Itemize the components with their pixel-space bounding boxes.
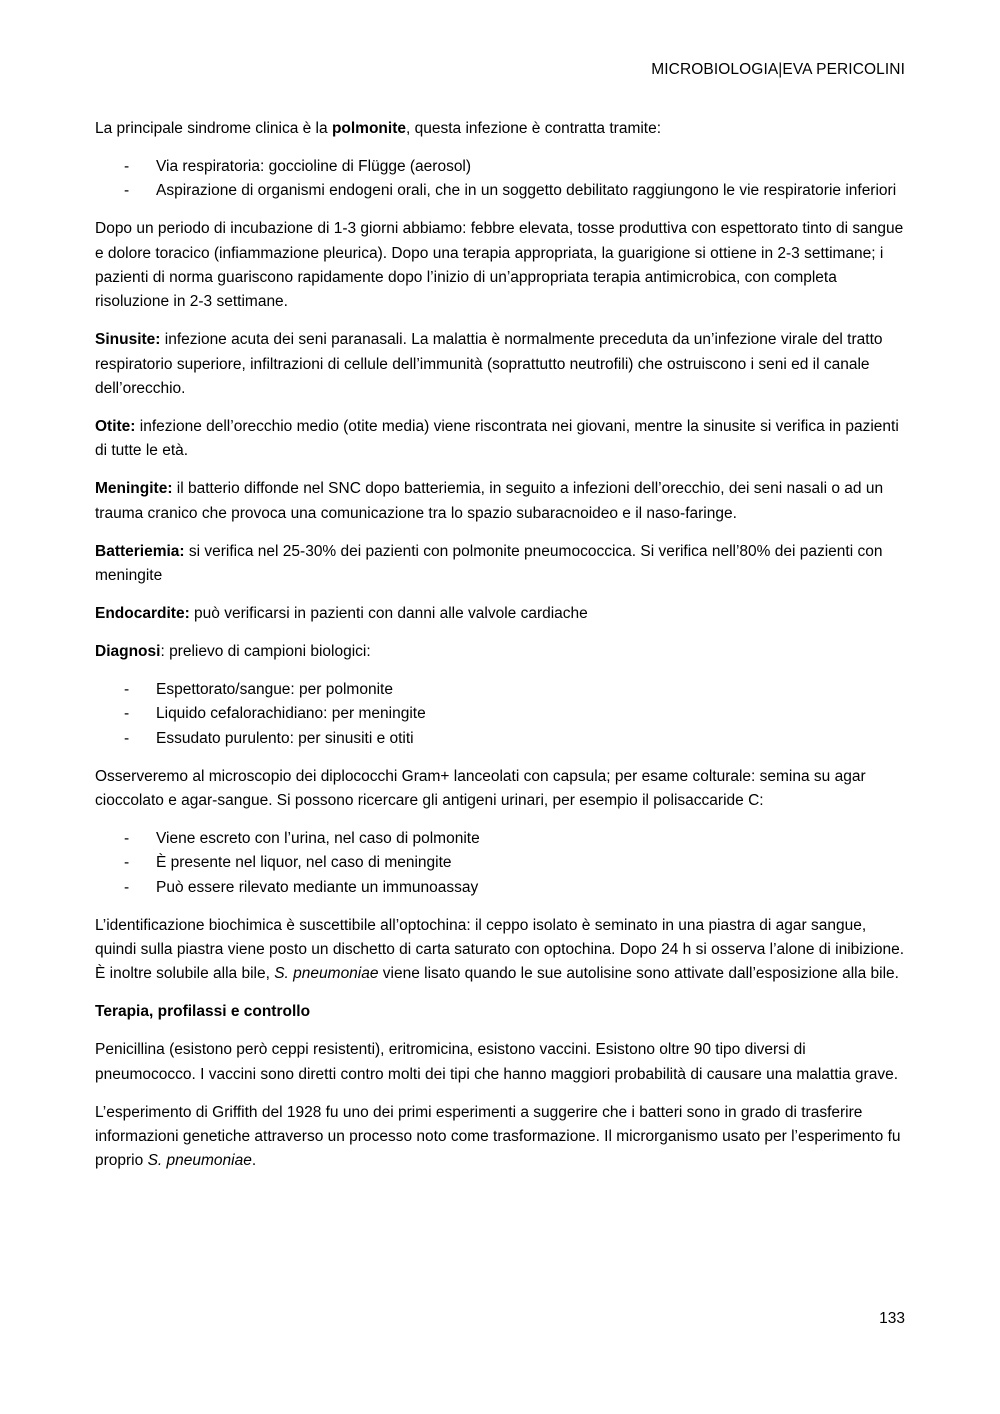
- italic-species: S. pneumoniae: [274, 965, 379, 983]
- text-span: viene lisato quando le sue autolisine sono attivate dall’esposizione alla bile.: [378, 965, 899, 983]
- italic-species: S. pneumoniae: [147, 1152, 252, 1170]
- list-item: - È presente nel liquor, nel caso di meningite: [95, 851, 907, 875]
- text-span: il batterio diffonde nel SNC dopo batteriemia, in seguito a infezioni dell’orecchio, dei seni nasali o ad un trauma cranico che provoca una comunicazione tra lo spazio subaracnoideo e il naso-faringe.: [95, 480, 884, 522]
- bold-term: Sinusite:: [95, 331, 161, 349]
- text-span: L’identificazione biochimica è suscettibile all’optochina: il ceppo isolato è seminato in una piastra di agar sangue, quindi sulla piastra viene posto un dischetto di carta saturato con optochina. Dopo 24 h si osserva l’alone di inibizione. È inoltre solubile alla bile,: [95, 916, 905, 983]
- griffith-paragraph: [95, 1101, 907, 1174]
- sinusite-paragraph: [95, 328, 907, 401]
- samples-list: [95, 678, 907, 751]
- text-span: infezione dell’orecchio medio (otite media) viene riscontrata nei giovani, mentre la sinusite si verifica in pazienti di tutte le età.: [95, 418, 899, 460]
- bold-term: Otite:: [95, 418, 136, 436]
- bold-term: Batteriemia:: [95, 542, 185, 560]
- text-span: La principale sindrome clinica è la: [95, 120, 332, 137]
- list-item: - Via respiratoria: goccioline di Flügge (aerosol): [95, 155, 907, 179]
- diagnosi-paragraph: [95, 640, 907, 664]
- endocardite-paragraph: [95, 602, 907, 626]
- section-heading: [95, 1000, 907, 1024]
- text-span: : prelievo di campioni biologici:: [160, 642, 371, 660]
- bold-term: polmonite: [331, 120, 406, 137]
- bold-term: Meningite:: [95, 480, 173, 498]
- text-span: L’esperimento di Griffith del 1928 fu uno dei primi esperimenti a suggerire che i batteri sono in grado di trasferire informazioni genetiche attraverso un processo noto come trasformazione. Il microrganismo usato per l’esperimento fu proprio: [95, 1103, 901, 1170]
- antigen-list: [95, 827, 907, 900]
- list-item: - Può essere rilevato mediante un immunoassay: [95, 876, 907, 900]
- list-item: - Viene escreto con l’urina, nel caso di polmonite: [95, 827, 907, 851]
- bold-term: Diagnosi: [95, 642, 161, 660]
- microscopy-paragraph: Osserveremo al microscopio dei diplococchi Gram+ lanceolati con capsula; per esame colturale: semina su agar cioccolato e agar-sangue. Si possono ricercare gli antigeni urinari, per esempio il polisaccaride C:: [95, 767, 866, 809]
- list-item: - Espettorato/sangue: per polmonite: [95, 678, 907, 702]
- optochin-paragraph: [95, 914, 907, 987]
- intro-paragraph: [95, 117, 907, 141]
- bold-term: Endocardite:: [95, 605, 190, 622]
- text-span: infezione acuta dei seni paranasali. La malattia è normalmente preceduta da un’infezione virale del tratto respiratorio superiore, infiltrazioni di cellule dell’immunità (soprattutto neutrofili) che ostruiscono i seni ed il canale dell’orecchio.: [95, 331, 883, 398]
- incubation-paragraph: Dopo un periodo di incubazione di 1-3 giorni abbiamo: febbre elevata, tosse produttiva con espettorato tinto di sangue e dolore toracico (infiammazione pleurica). Dopo una terapia appropriata, la guarigione si ottiene in 2-3 settimane; i pazienti di norma guariscono rapidamente dopo l’inizio di un’appropriata terapia antimicrobica, con completa risoluzione in 2-3 settimane.: [95, 220, 904, 311]
- meningite-paragraph: [95, 477, 907, 526]
- text-span: si verifica nel 25-30% dei pazienti con polmonite pneumococcica. Si verifica nell’80% dei pazienti con meningite: [95, 542, 883, 585]
- otite-paragraph: [95, 415, 907, 464]
- heading-text: Terapia, profilassi e controllo: [95, 1003, 311, 1021]
- page-body: [95, 117, 907, 1187]
- therapy-paragraph: Penicillina (esistono però ceppi resistenti), eritromicina, esistono vaccini. Esistono oltre 90 tipo diversi di pneumococco. I vaccini sono diretti contro molti dei tipi che hanno maggiori probabilità di causare una malattia grave.: [95, 1041, 898, 1083]
- running-header: MICROBIOLOGIA|EVA PERICOLINI: [651, 61, 905, 78]
- text-span: .: [251, 1152, 257, 1170]
- list-item: - Liquido cefalorachidiano: per meningite: [95, 702, 907, 726]
- list-item: - Essudato purulento: per sinusiti e otiti: [95, 727, 907, 751]
- list-item: - Aspirazione di organismi endogeni orali, che in un soggetto debilitato raggiungono le vie respiratorie inferiori: [95, 179, 907, 203]
- transmission-list: [95, 155, 907, 204]
- page-number: 133: [879, 1310, 905, 1327]
- batteriemia-paragraph: [95, 540, 907, 589]
- text-span: , questa infezione è contratta tramite:: [406, 120, 662, 137]
- text-span: può verificarsi in pazienti con danni alle valvole cardiache: [189, 605, 588, 622]
